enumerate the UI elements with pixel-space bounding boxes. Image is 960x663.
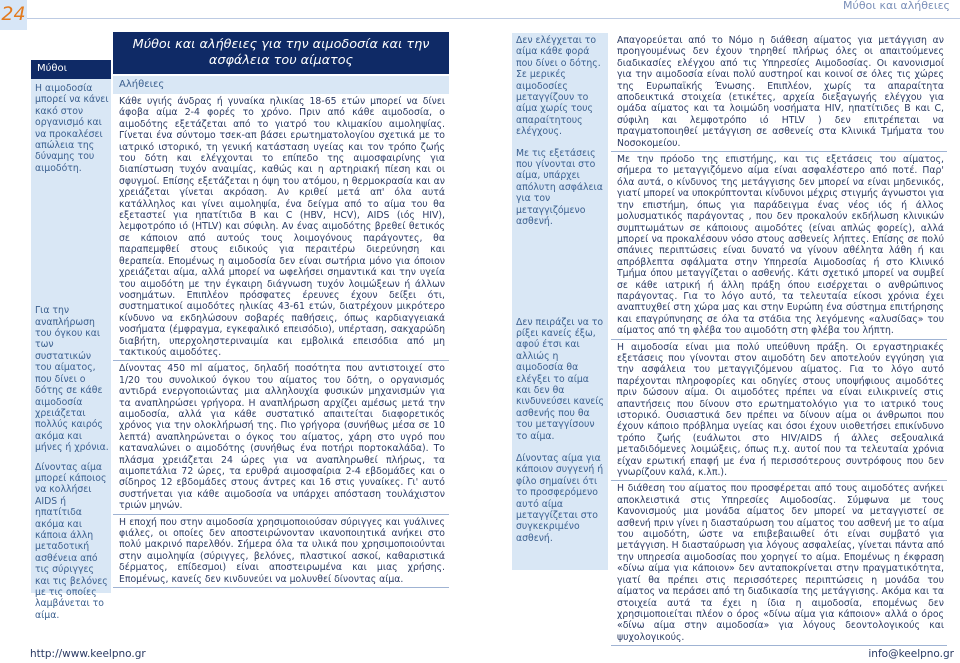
myth-5: Με τις εξετάσεις που γίνονται στο αίμα, υπάρχει απόλυτη ασφάλεια για τον μεταγγιζόμενο ασθενή. [516, 147, 603, 228]
banner-line-1: Μύθοι και αλήθειες για την αιμοδοσία και την [132, 37, 430, 52]
truths-heading: Αλήθειες [113, 76, 449, 94]
truth-paragraph-5: Με την πρόοδο της επιστήμης, και τις εξετάσεις του αίματος, σήμερα το μεταγγιζόμενο αίμα είναι ασφαλέστερο από ποτέ. Παρ' όλα αυτά, ο κίνδυνος της μετάγγισης δεν μπορεί να είναι μηδενικός, γιατί μπορεί να υποκρύπτονται κίνδυνοι μέχρις στιγμής άγνωστοι για την επιστήμη, όπως για παράδειγμα ένας νέος ιός ή άλλος μολυσματικός παράγοντας , που δεν προκαλούν εκδήλωση κλινικών συμπτωμάτων σε κάποιους αιμοδότες (είναι απλώς φορείς), αλλά μπορεί να προκαλέσουν νόσο στους ασθενείς λήπτες. Επίσης σε πολύ σπάνιες περιπτώσεις είναι δυνατό να γίνουν αθέλητα λάθη ή και απρόβλεπτα σφάλματα στην Υπηρεσία Αιμοδοσίας ή στο Κλινικό Τμήμα όπου μεταγγίζεται ο ασθενής. Κάτι σχετικό μπορεί να συμβεί σε κάθε ιατρική ή άλλη πράξη όπου εισέρχεται ο ανθρώπινος παράγοντας. Για το λόγο αυτό, τα τελευταία είκοσι χρόνια έχει αναπτυχθεί στη χώρα μας και στην Ευρώπη ένα σύστημα επιτήρησης και επαγρύπνησης σε όλα τα στάδια της λεγόμενης «αλυσίδας» του αίματος από τη φλέβα του αιμοδότη στη φλέβα του λήπτη. [611, 152, 947, 340]
myths-column [31, 60, 111, 621]
banner-title [113, 32, 449, 74]
top-bar [0, 0, 960, 32]
myth-2: Για την αναπλήρωση του όγκου και των συστατικών του αίματος, που δίνει ο δότης σε κάθε αιμοδοσία χρειάζεται πολλύς καιρός ακόμα και μήνες ή χρόνια. [35, 305, 109, 454]
truth-paragraph-7: Η διάθεση του αίματος που προσφέρεται από τους αιμοδότες ανήκει αποκλειστικά στις Υπηρεσίες Αιμοδοσίας. Σύμφωνα με τους Κανονισμούς μια μονάδα αίματος δεν μπορεί να μεταγγιστεί σε ασθενή πριν γίνει η διασταύρωση του αίματος του ασθενή με το αίμα του αιμοδότη, ώστε να επιβεβαιωθεί ότι είναι συμβατό για μετάγγιση. Η διασταύρωση για λόγους ασφαλείας, γίνεται πάντα από την υπηρεσία αιμοδοσίας που χορηγεί το αίμα. Επομένως η έκφραση «δίνω αίμα για κάποιον» δεν ανταποκρίνεται στην πραγματικότητα, γιατί θα πρέπει στις περισσότερες περιπτώσεις η μονάδα του αίματος να περάσει από τη διαδικασία της μετάγγισης. Ακόμα και τα στοιχεία αυτά τα έχει η ίδια η αιμοδοσία, επομένως δεν χρησιμοποιείται πλέον ο όρος «δίνω αίμα για κάποιον» αλλά ο όρος «δίνω αίμα στην αιμοδοσία» για λόγους δεοντολογικούς και ψυχολογικούς. [611, 481, 947, 646]
truth-paragraph-2: Δίνοντας 450 ml αίματος, δηλαδή ποσότητα που αντιστοιχεί στο 1/20 του συνολικού όγκου του αίματος του δότη, ο οργανισμός αντιδρά ενεργοποιώντας μια αλληλουχία φυσικών μηχανισμών για τα αναπληρώσει γρήγορα. Η αναπλήρωση αρχίζει αμέσως μετά την αιμοδοσία, αλλά για κάθε συστατικό απαιτείται διαφορετικός χρόνος για την ολοκλήρωσή της. Πιο γρήγορα (συνήθως μέσα σε 10 λεπτά) αναπληρώνεται ο όγκος του αίματος, χάρη στο υγρό που καταναλώνει ο αιμοδότης (συνήθως ένα ποτήρι πορτοκαλάδα). Το πλάσμα χρειάζεται 24 ώρες για να αναπληρωθεί πλήρως, τα αιμοπετάλια 72 ώρες, τα ερυθρά αιμοσφαίρια 2-4 εβδομάδες και ο σίδηρος 12 εβδομάδες στους άντρες και 16 στις γυναίκες. Γι' αυτό συστήνεται για κάθε αιμοδοσία να υπάρχει απόσταση τουλάχιστον τριών μηνών. [113, 361, 449, 514]
footer-email[interactable]: info@keelpno.gr [868, 648, 954, 660]
truth-paragraph-6: Η αιμοδοσία είναι μια πολύ υπεύθυνη πράξη. Οι εργαστηριακές εξετάσεις που γίνονται στον αιμοδότη δεν αποτελούν εγγύηση για την ασφάλεια του μεταγγιζόμενου αίματος. Για το λόγο αυτό παρέχονται πληροφορίες και οδηγίες στους υποψήφιους αιμοδότες πριν δώσουν αίμα. Οι αιμοδότες πρέπει να είναι ειλικρινείς στις απαντήσεις που δίνουν στο ερωτηματολόγιο για το ιατρικό τους ιστορικό. Ουσιαστικά δεν πρέπει να δίνουν αίμα οι άνθρωποι που έχουν κάποιο πρόβλημα υγείας και όσοι έχουν υιοθετήσει επικίνδυνο τρόπο ζωής (ευάλωτοι στο HIV/AIDS ή άλλες σεξουαλικά μεταδιδόμενες λοιμώξεις, όπως π.χ. αυτοί που τα τελευταία χρόνια είχαν ερωτική επαφή με ένα ή περισσότερους συντρόφους που δεν γνωρίζουν καλά, κ.λπ.). [611, 340, 947, 482]
page-number: 24 [0, 0, 27, 30]
truth-paragraph-1: Κάθε υγιής άνδρας ή γυναίκα ηλικίας 18-65 ετών μπορεί να δίνει άφοβα αίμα 2-4 φορές το χρόνο. Πριν από κάθε αιμοδοσία, ο αιμοδότης εξετάζεται από το γιατρό του κλιμακίου αιμοληψίας. Γίνεται ένα σύντομο τσεκ-απ βάσει ερωτηματολογίου σχετικά με το ιατρικό ιστορικό, τη γενική κατάσταση υγείας και τον τρόπο ζωής του δότη και ελέγχονται το επίπεδο της αιμοσφαιρίνης για διαπίστωση τυχόν αναιμίας, καθώς και η αρτηριακή πίεση και οι σφυγμοί. Επίσης εξετάζεται η όψη του ατόμου, η θερμοκρασία και αν χρειάζεται γίνεται ακρόαση. Αν κριθεί μετά απ' όλα αυτά κατάλληλος και γίνει αιμοληψία, ένα δείγμα από το αίμα του θα εξεταστεί για ηπατίτιδα B και C (HBV, HCV), AIDS (ιός HIV), λεμφοτρόπο ιό (HTLV) και σύφιλη. Αν ένας αιμοδότης βρεθεί θετικός σε κάποιον από αυτούς τους λοιμογόνους παράγοντες, θα παραπεμφθεί στους ειδικούς για περαιτέρω διερεύνηση και θεραπεία. Επομένως η αιμοδοσία δεν είναι σωτήρια μόνο για όποιον χρειάζεται αίμα, αλλά μπορεί να ωφελήσει σημαντικά και την υγεία του αιμοδότη με την έγκαιρη διάγνωση τυχόν λοιμώξεων ή άλλων νοσημάτων. Επιπλέον πρόσφατες έρευνες έχουν δείξει ότι, συστηματικοί αιμοδότες ηλικίας 43-61 ετών, διατρέχουν μικρότερο κίνδυνο να εκδηλώσουν σοβαρές παθήσεις, όπως καρδιαγγειακά νοσήματα (έμφραγμα, εγκεφαλικό επεισόδιο), υπέρταση, σακχαρώδη διαβήτη, υπερχοληστεριναιμία και εμβολικά επεισόδια από μη τακτικούς αιμοδότες. [113, 94, 449, 361]
myths-column-2 [512, 33, 608, 570]
footer-website[interactable]: http://www.keelpno.gr [30, 648, 146, 660]
running-title: Μύθοι και αλήθειες [842, 0, 950, 12]
truth-paragraph-4: Απαγορεύεται από το Νόμο η διάθεση αίματος για μετάγγιση αν προηγουμένως δεν έχουν τηρηθεί πλήρως όλες οι απαιτούμενες διαδικασίες ελέγχου από τις Υπηρεσίες Αιμοδοσίας. Οι κανονισμοί για την αιμοδοσία είναι πολύ αυστηροί και κοινοί σε όλες τις χώρες της Ευρωπαϊκής Ένωσης. Επιπλέον, χωρίς τα απαραίτητα αποδεικτικά στοιχεία (ετικέτες, αρχεία διεξαγωγής ελέγχου για ομάδα αίματος και τα λοιμώδη νοσήματα HIV, ηπατίτιδες B και C, σύφιλη και λεμφοτρόπο ιό HTLV ) δεν επιτρέπεται να πραγματοποιηθεί μετάγγιση σε ασθενείς στα Κλινικά Τμήματα του Νοσοκομείου. [611, 33, 947, 152]
myth-4: Δεν ελέγχεται το αίμα κάθε φορά που δίνει ο δότης. Σε μερικές αιμοδοσίες μεταγγίζουν το αίμα χωρίς τους απαραίτητους ελέγχους. [516, 35, 601, 138]
myth-7: Δίνοντας αίμα για κάποιον συγγενή ή φίλο σημαίνει ότι το προσφερόμενο αυτό αίμα μεταγγίζεται στο συγκεκριμένο ασθενή. [516, 452, 604, 544]
header-rule [27, 18, 960, 19]
myth-3: Δίνοντας αίμα μπορεί κάποιος να κολλήσει AIDS ή ηπατίτιδα ακόμα και κάποια άλλη μεταδοτική ασθένεια από τις σύριγγες και τις βελόνες με τις οποίες λαμβάνεται το αίμα. [35, 461, 108, 621]
myth-6: Δεν πειράζει να το ρίξει κανείς έξω, αφού έτσι και αλλιώς η αιμοδοσία θα ελέγξει το αίμα και δεν θα κινδυνεύσει κανείς ασθενής που θα του μεταγγίσουν το αίμα. [516, 316, 604, 442]
truths-column [113, 94, 449, 588]
myths-heading: Μύθοι [31, 60, 111, 79]
truth-paragraph-3: Η εποχή που στην αιμοδοσία χρησιμοποιούσαν σύριγγες και γυάλινες φιάλες, οι οποίες δεν αποστειρώνονταν ικανοποιητικά ανήκει στο πολύ μακρινό παρελθόν. Σήμερα όλα τα υλικά που χρησιμοποιούνται στην αιμοληψία (σύριγγες, βελόνες, πλαστικοί ασκοί, καθαριστικά δέρματος, επίδεσμοι) είναι αποστειρωμένα και μιας χρήσης. Επομένως, κανείς δεν κινδυνεύει να μολυνθεί δίνοντας αίμα. [113, 515, 449, 588]
truths-column-2 [611, 33, 947, 646]
banner-line-2: ασφάλεια του αίματος [208, 53, 354, 68]
myth-1: Η αιμοδοσία μπορεί να κάνει κακό στον οργανισμό και να προκαλέσει απώλεια της δύναμης του αιμοδότη. [35, 83, 109, 174]
